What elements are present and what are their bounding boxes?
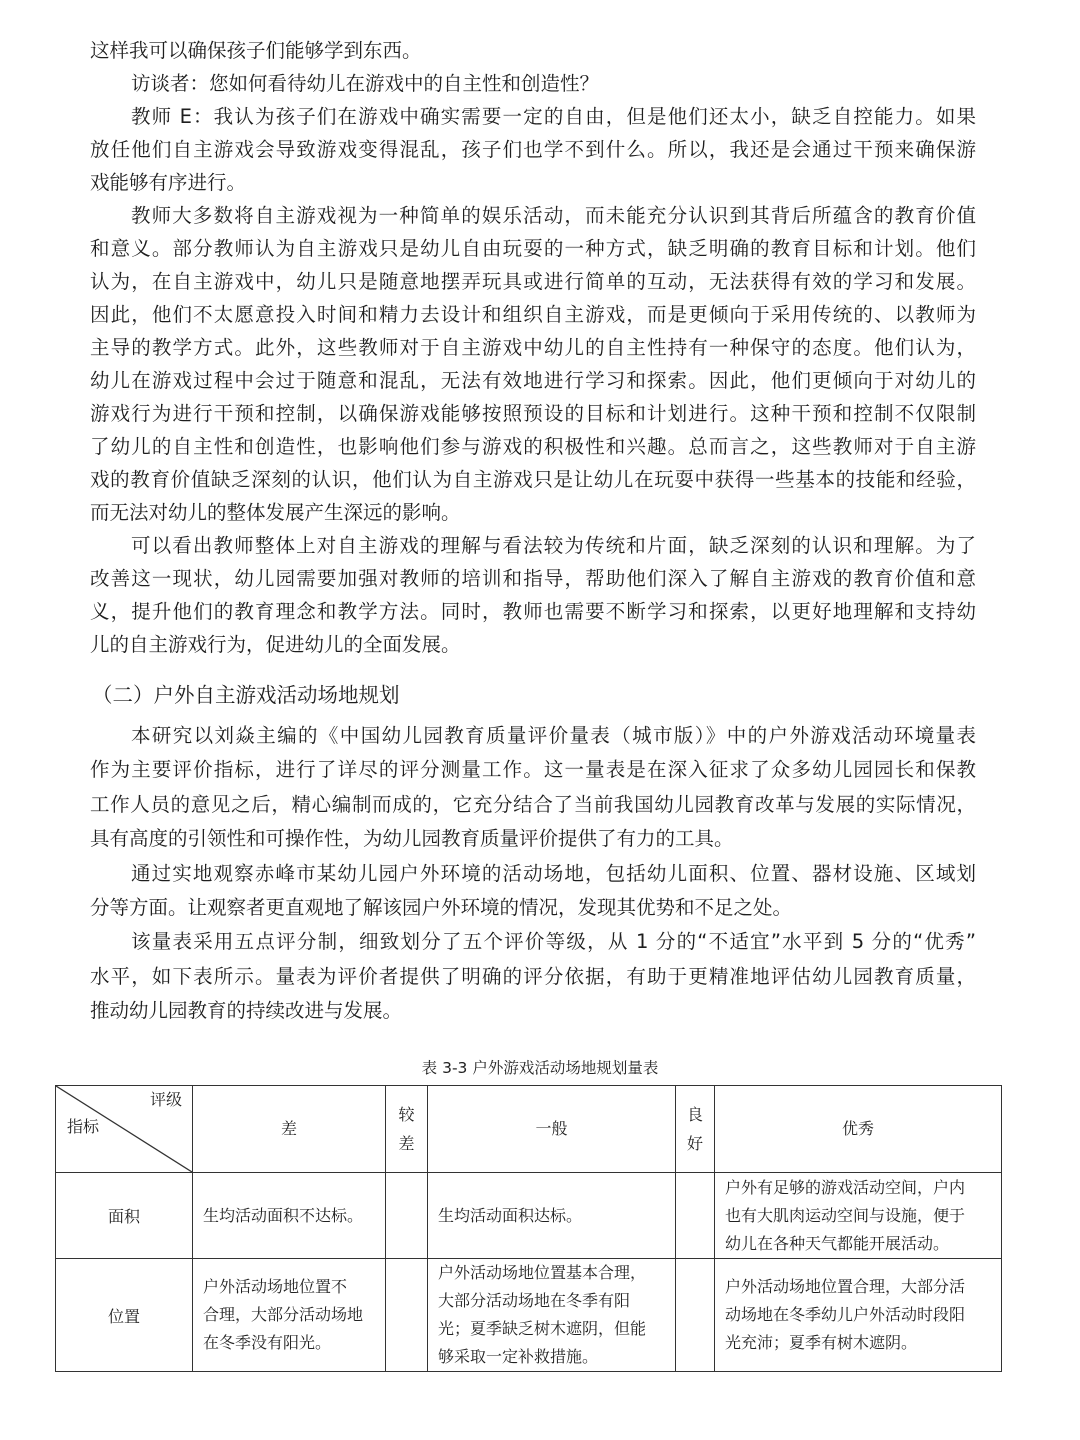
- header-fairly-poor-char: 较: [398, 1105, 415, 1124]
- text-line: 可以看出教师整体上对自主游戏的理解与看法较为传统和片面，缺乏深刻的认识和理解。为了: [131, 534, 976, 557]
- cell-area-good: [676, 1173, 715, 1259]
- table-row-location: [56, 1259, 1002, 1372]
- cell-line: 也有大肌肉运动空间与设施，便于: [725, 1205, 966, 1225]
- text-line: 水平，如下表所示。量表为评价者提供了明确的评分依据，有助于更精准地评估幼儿园教育质量，: [90, 964, 976, 988]
- cell-line: 大部分活动场地在冬季有阳: [438, 1291, 631, 1310]
- table-caption: 表 3-3 户外游戏活动场地规划量表: [421, 1059, 659, 1077]
- text-line: 该量表采用五点评分制，细致划分了五个评价等级，从 1 分的“不适宜”水平到 5 分的“优秀”: [131, 930, 976, 954]
- corner-label-rating: 评级: [149, 1090, 182, 1109]
- cell-area-fairly-poor: [386, 1173, 428, 1259]
- header-excellent: 优秀: [715, 1086, 1002, 1173]
- cell-area-poor: [193, 1173, 386, 1259]
- cell-line: 生均活动面积不达标。: [203, 1205, 364, 1225]
- table-header-row: [56, 1086, 1002, 1173]
- text-line: 工作人员的意见之后，精心编制而成的，它充分结合了当前我国幼儿园教育改革与发展的实际情况，: [90, 792, 976, 816]
- text-line: 儿的自主游戏行为，促进幼儿的全面发展。: [90, 633, 461, 656]
- text-line: 和意义。部分教师认为自主游戏只是幼儿自由玩耍的一种方式，缺乏明确的教育目标和计划。他们: [90, 237, 976, 260]
- text-line: 教师大多数将自主游戏视为一种简单的娱乐活动，而未能充分认识到其背后所蕴含的教育价值: [131, 204, 976, 227]
- cell-line: 幼儿在各种天气都能开展活动。: [725, 1233, 950, 1253]
- indicator-location: 位置: [56, 1259, 193, 1372]
- section-heading: （二）户外自主游戏活动场地规划: [92, 683, 400, 707]
- text-line: 放任他们自主游戏会导致游戏变得混乱，孩子们也学不到什么。所以，我还是会通过干预来确保游: [90, 138, 976, 161]
- cell-area-average: [428, 1173, 676, 1259]
- cell-location-fairly-poor: [386, 1259, 428, 1372]
- cell-line: 户外活动场地位置不: [203, 1277, 348, 1296]
- cell-location-excellent: [715, 1259, 1002, 1372]
- cell-location-average: [428, 1259, 676, 1372]
- cell-line: 户外活动场地位置基本合理，: [438, 1263, 647, 1282]
- text-line: 这样我可以确保孩子们能够学到东西。: [90, 39, 422, 62]
- corner-label-indicator: 指标: [67, 1117, 100, 1136]
- text-line: 推动幼儿园教育的持续改进与发展。: [90, 999, 403, 1023]
- header-average: 一般: [428, 1086, 676, 1173]
- body-text-part-2: [90, 719, 976, 1029]
- cell-line: 光充沛；夏季有树木遮阴。: [725, 1333, 918, 1352]
- cell-line: 够采取一定补救措施。: [438, 1347, 599, 1366]
- text-line: 戏的教育价值缺乏深刻的认识，他们认为自主游戏只是让幼儿在玩耍中获得一些基本的技能和经验，: [90, 468, 976, 491]
- text-line: 幼儿在游戏过程中会过于随意和混乱，无法有效地进行学习和探索。因此，他们更倾向于对幼儿的: [90, 369, 976, 392]
- text-line: 游戏行为进行干预和控制，以确保游戏能够按照预设的目标和计划进行。这种干预和控制不仅限制: [90, 402, 976, 425]
- text-line: 改善这一现状，幼儿园需要加强对教师的培训和指导，帮助他们深入了解自主游戏的教育价值和意: [90, 567, 976, 590]
- header-good-char: 良: [686, 1105, 703, 1124]
- body-text-part-1: [90, 34, 976, 661]
- cell-line: 光；夏季缺乏树木遮阴，但能: [438, 1319, 647, 1338]
- text-line: 通过实地观察赤峰市某幼儿园户外环境的活动场地，包括幼儿面积、位置、器材设施、区域划: [131, 861, 976, 885]
- text-line: 教师 E：我认为孩子们在游戏中确实需要一定的自由，但是他们还太小，缺乏自控能力。如果: [131, 105, 976, 128]
- cell-location-poor: [193, 1259, 386, 1372]
- text-line: 因此，他们不太愿意投入时间和精力去设计和组织自主游戏，而是更倾向于采用传统的、以教师为: [90, 303, 976, 326]
- cell-line: 户外有足够的游戏活动空间，户内: [725, 1177, 966, 1197]
- cell-line: 合理，大部分活动场地: [203, 1305, 364, 1324]
- cell-line: 户外活动场地位置合理，大部分活: [725, 1277, 966, 1296]
- text-line: 主导的教学方式。此外，这些教师对于自主游戏中幼儿的自主性持有一种保守的态度。他们认为，: [90, 336, 976, 359]
- header-good: [676, 1086, 715, 1173]
- text-line: 义，提升他们的教育理念和教学方法。同时，教师也需要不断学习和探索，以更好地理解和支持幼: [90, 600, 976, 623]
- indicator-area: 面积: [56, 1173, 193, 1259]
- table-row-area: [56, 1173, 1002, 1259]
- cell-line: 动场地在冬季幼儿户外活动时段阳: [725, 1305, 966, 1324]
- text-line: 而无法对幼儿的整体发展产生深远的影响。: [90, 501, 461, 524]
- rating-scale-table: [55, 1085, 1002, 1372]
- text-line: 作为主要评价指标，进行了详尽的评分测量工作。这一量表是在深入征求了众多幼儿园园长和保教: [90, 758, 976, 782]
- header-fairly-poor-char: 差: [398, 1134, 415, 1153]
- header-fairly-poor: [386, 1086, 428, 1173]
- text-line: 戏能够有序进行。: [90, 171, 247, 194]
- cell-line: 生均活动面积达标。: [438, 1205, 583, 1225]
- text-line: 分等方面。让观察者更直观地了解该园户外环境的情况，发现其优势和不足之处。: [90, 895, 793, 919]
- text-line: 具有高度的引领性和可操作性，为幼儿园教育质量评价提供了有力的工具。: [90, 827, 734, 851]
- cell-area-excellent: [715, 1173, 1002, 1259]
- text-line: 了幼儿的自主性和创造性，也影响他们参与游戏的积极性和兴趣。总而言之，这些教师对于自主游: [90, 435, 976, 458]
- cell-line: 在冬季没有阳光。: [203, 1333, 332, 1352]
- text-line: 访谈者：您如何看待幼儿在游戏中的自主性和创造性？: [131, 72, 600, 95]
- header-good-char: 好: [686, 1134, 703, 1153]
- header-poor: 差: [193, 1086, 386, 1173]
- cell-location-good: [676, 1259, 715, 1372]
- text-line: 本研究以刘焱主编的《中国幼儿园教育质量评价量表（城市版）》中的户外游戏活动环境量表: [131, 724, 976, 747]
- corner-header-cell: [56, 1086, 193, 1173]
- text-line: 认为，在自主游戏中，幼儿只是随意地摆弄玩具或进行简单的互动，无法获得有效的学习和发展。: [90, 270, 976, 293]
